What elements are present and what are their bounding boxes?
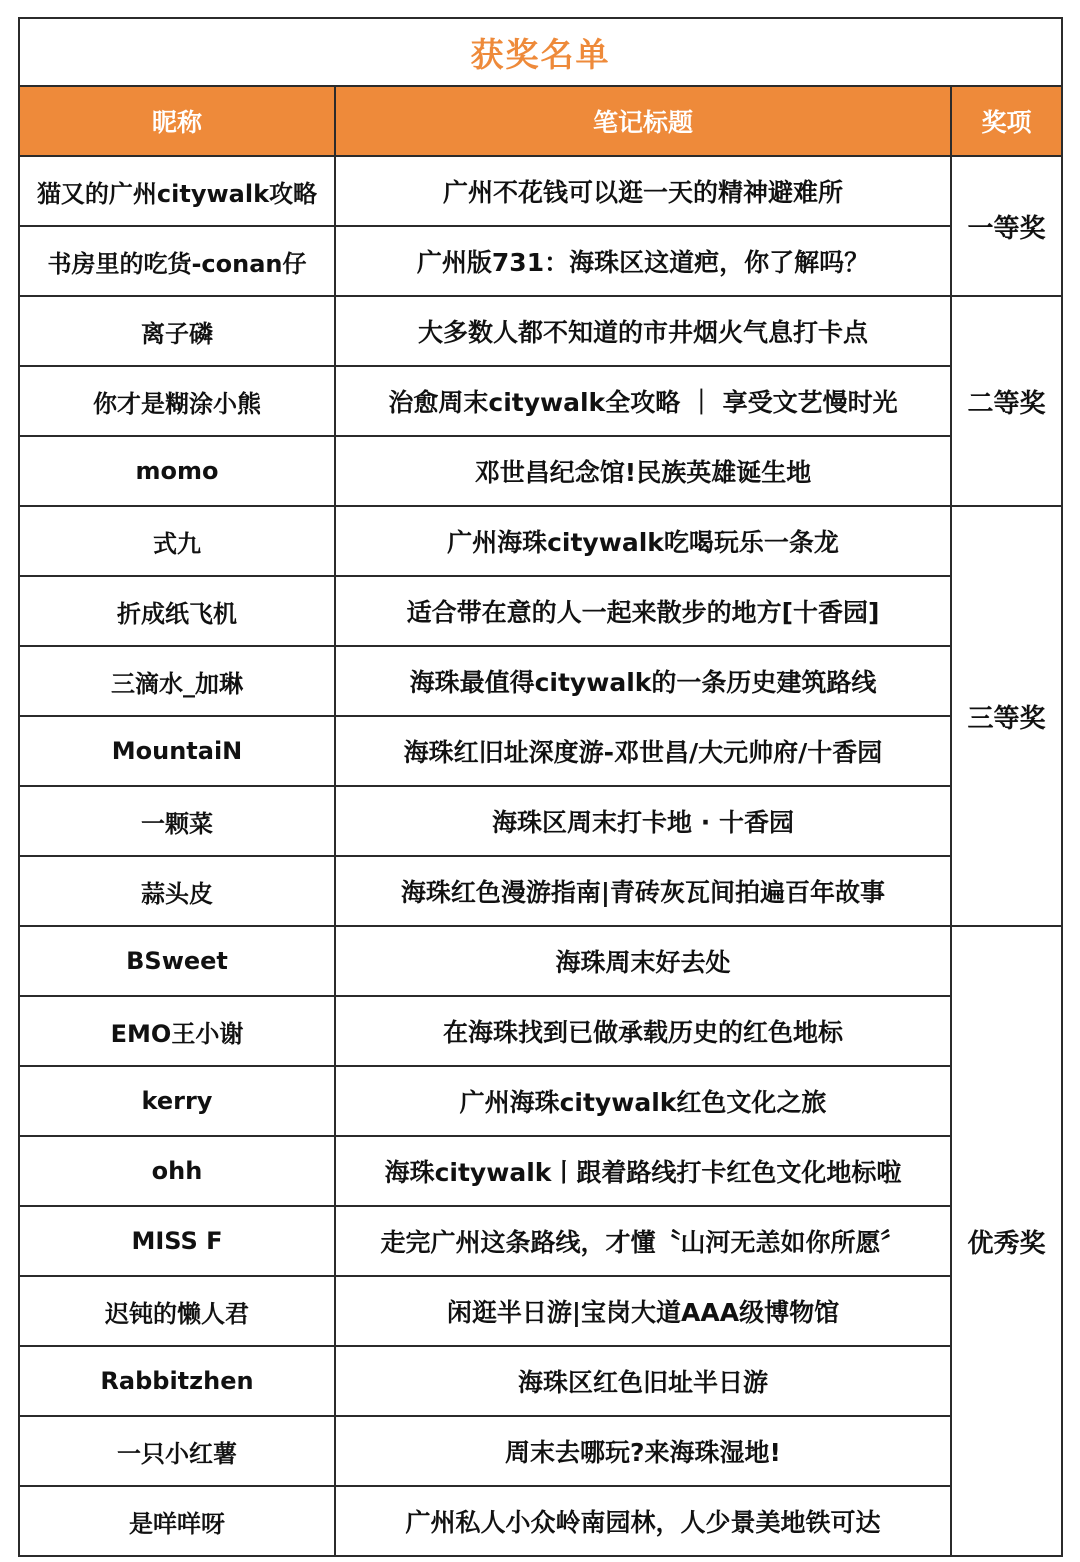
nickname-cell: 一颗菜 xyxy=(19,786,335,856)
note-title-cell: 广州私人小众岭南园林，人少景美地铁可达 xyxy=(335,1486,951,1556)
header-note-title: 笔记标题 xyxy=(335,86,951,156)
table-row xyxy=(19,996,1062,1066)
note-title-cell: 海珠最值得citywalk的一条历史建筑路线 xyxy=(335,646,951,716)
nickname-cell: 离子磷 xyxy=(19,296,335,366)
note-title-cell: 广州不花钱可以逛一天的精神避难所 xyxy=(335,156,951,226)
table-row xyxy=(19,646,1062,716)
note-title-cell: 治愈周末citywalk全攻略 ｜ 享受文艺慢时光 xyxy=(335,366,951,436)
award-cell: 一等奖 xyxy=(951,156,1062,296)
note-title-cell: 周末去哪玩?来海珠湿地! xyxy=(335,1416,951,1486)
note-title-cell: 广州海珠citywalk吃喝玩乐一条龙 xyxy=(335,506,951,576)
winners-table xyxy=(18,17,1063,1557)
nickname-cell: 你才是糊涂小熊 xyxy=(19,366,335,436)
note-title-cell: 海珠citywalk丨跟着路线打卡红色文化地标啦 xyxy=(335,1136,951,1206)
table-row xyxy=(19,296,1062,366)
nickname-cell: kerry xyxy=(19,1066,335,1136)
table-row xyxy=(19,506,1062,576)
note-title-cell: 闲逛半日游|宝岗大道AAA级博物馆 xyxy=(335,1276,951,1346)
award-cell: 优秀奖 xyxy=(951,926,1062,1556)
table-row xyxy=(19,1276,1062,1346)
nickname-cell: 一只小红薯 xyxy=(19,1416,335,1486)
nickname-cell: 是咩咩呀 xyxy=(19,1486,335,1556)
table-row xyxy=(19,926,1062,996)
table-row xyxy=(19,1136,1062,1206)
note-title-cell: 适合带在意的人一起来散步的地方[十香园] xyxy=(335,576,951,646)
table-row xyxy=(19,1346,1062,1416)
nickname-cell: MountaiN xyxy=(19,716,335,786)
table-row xyxy=(19,1486,1062,1556)
nickname-cell: 迟钝的懒人君 xyxy=(19,1276,335,1346)
note-title-cell: 海珠红色漫游指南|青砖灰瓦间拍遍百年故事 xyxy=(335,856,951,926)
table-row xyxy=(19,156,1062,226)
nickname-cell: BSweet xyxy=(19,926,335,996)
note-title-cell: 邓世昌纪念馆!民族英雄诞生地 xyxy=(335,436,951,506)
note-title-cell: 广州海珠citywalk红色文化之旅 xyxy=(335,1066,951,1136)
table-row xyxy=(19,716,1062,786)
award-cell: 二等奖 xyxy=(951,296,1062,506)
note-title-cell: 海珠区红色旧址半日游 xyxy=(335,1346,951,1416)
table-body xyxy=(19,156,1062,1556)
note-title-cell: 海珠周末好去处 xyxy=(335,926,951,996)
nickname-cell: 猫又的广州citywalk攻略 xyxy=(19,156,335,226)
header-nickname: 昵称 xyxy=(19,86,335,156)
nickname-cell: 书房里的吃货-conan仔 xyxy=(19,226,335,296)
table-row xyxy=(19,366,1062,436)
table-row xyxy=(19,226,1062,296)
note-title-cell: 海珠红旧址深度游-邓世昌/大元帅府/十香园 xyxy=(335,716,951,786)
table-row xyxy=(19,1206,1062,1276)
table-row xyxy=(19,436,1062,506)
table-row xyxy=(19,786,1062,856)
award-cell: 三等奖 xyxy=(951,506,1062,926)
nickname-cell: MISS F xyxy=(19,1206,335,1276)
table-row xyxy=(19,576,1062,646)
nickname-cell: EMO王小谢 xyxy=(19,996,335,1066)
nickname-cell: 式九 xyxy=(19,506,335,576)
note-title-cell: 海珠区周末打卡地 · 十香园 xyxy=(335,786,951,856)
nickname-cell: 折成纸飞机 xyxy=(19,576,335,646)
nickname-cell: 三滴水_加琳 xyxy=(19,646,335,716)
nickname-cell: Rabbitzhen xyxy=(19,1346,335,1416)
table-row xyxy=(19,856,1062,926)
nickname-cell: ohh xyxy=(19,1136,335,1206)
note-title-cell: 在海珠找到已做承载历史的红色地标 xyxy=(335,996,951,1066)
table-row xyxy=(19,1416,1062,1486)
table-title: 获奖名单 xyxy=(19,18,1062,86)
note-title-cell: 大多数人都不知道的市井烟火气息打卡点 xyxy=(335,296,951,366)
table-row xyxy=(19,1066,1062,1136)
note-title-cell: 广州版731：海珠区这道疤，你了解吗？ xyxy=(335,226,951,296)
nickname-cell: 蒜头皮 xyxy=(19,856,335,926)
header-award: 奖项 xyxy=(951,86,1062,156)
nickname-cell: momo xyxy=(19,436,335,506)
note-title-cell: 走完广州这条路线，才懂〝山河无恙如你所愿〞 xyxy=(335,1206,951,1276)
